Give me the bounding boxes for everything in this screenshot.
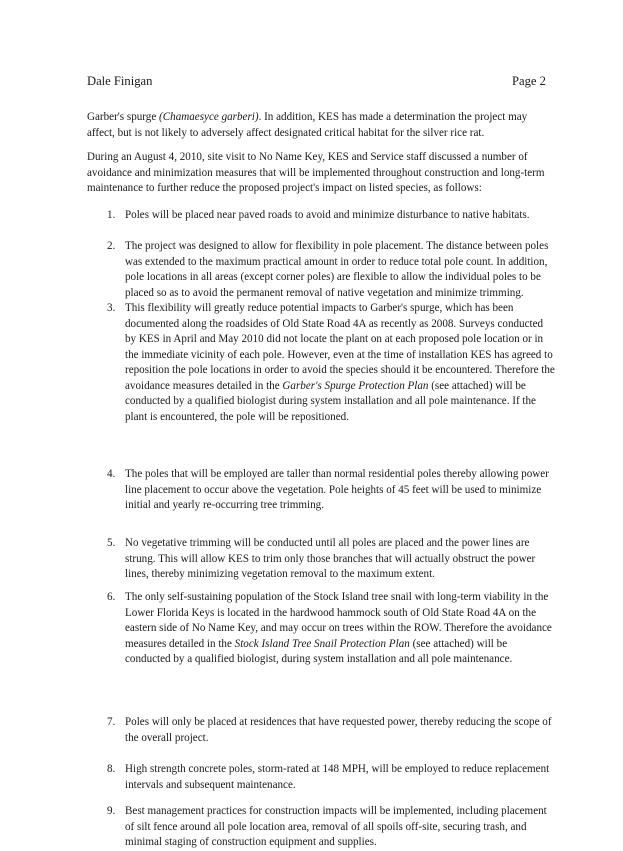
- intro-text-c: . In addition, KES has made a determination the project may affect, but is not likely to adversely affect designated critical habitat for the silver rice rat.: [87, 111, 528, 139]
- item-text-a: This flexibility will greatly reduce potential impacts to Garber's spurge, which has been documented along the roadsides of Old State Road 4A as recently as 2008. Surveys conducted by KES in April and May 2010 did not locate the plant on at each proposed pole location or in the immediate vicinity of each pole. However, even at the time of installation KES has agreed to reposition the pole locations in order to avoid the species should it be encountered. Therefore the avoidance measures detailed in the: [125, 302, 555, 392]
- item-text: High strength concrete poles, storm-rated at 148 MPH, will be employed to reduce replacement intervals and subsequent maintenance.: [125, 763, 550, 791]
- intro-text-a: Garber's spurge: [87, 111, 160, 123]
- item-number: 7.: [107, 716, 116, 728]
- recipient-name: Dale Finigan: [87, 74, 153, 88]
- intro-paragraph: [87, 110, 555, 141]
- item-text-c: (see attached) will be conducted by a qualified biologist, during system installation and all pole maintenance.: [125, 637, 513, 665]
- item-number: 4.: [107, 468, 116, 480]
- item-text-c: (see attached) will be conducted by a qualified biologist during system installation and all pole maintenance. If the plant is encountered, the pole will be repositioned.: [125, 379, 536, 423]
- item-text: Poles will be placed near paved roads to avoid and minimize disturbance to native habitats.: [125, 209, 530, 221]
- item-text: The project was designed to allow for flexibility in pole placement. The distance between poles was extended to the maximum practical amount in order to reduce total pole count. In addition, pole locations in all areas (except corner poles) are flexible to allow the individual poles to be placed so as to avoid the permanent removal of native vegetation and minimize trimming.: [125, 240, 549, 299]
- plan-title: Garber's Spurge Protection Plan: [282, 379, 429, 392]
- item-number: 2.: [107, 240, 116, 252]
- site-visit-paragraph: During an August 4, 2010, site visit to No Name Key, KES and Service staff discussed a number of avoidance and minimization measures that will be implemented throughout construction and long-term maintenance to further reduce the proposed project's impact on listed species, as follows:: [87, 151, 545, 194]
- item-text: No vegetative trimming will be conducted until all poles are placed and the power lines are strung. This will allow KES to trim only those branches that will actually obstruct the power lines, thereby minimizing vegetation removal to the maximum extent.: [125, 537, 536, 580]
- item-text-a: The only self-sustaining population of the Stock Island tree snail with long-term viability in the Lower Florida Keys is located in the hardwood hammock south of Old State Road 4A on the eastern side of No Name Key, and may occur on trees within the ROW. Therefore the avoidance measures detailed in the: [125, 591, 552, 650]
- item-number: 1.: [107, 209, 116, 221]
- item-text: [125, 590, 555, 668]
- species-name: (Chamaesyce garberi): [159, 111, 259, 123]
- item-text: Best management practices for construction impacts will be implemented, including placement of silt fence around all pole location area, removal of all spoils off-site, securing trash, and minimal staging of construction equipment and supplies.: [125, 805, 547, 848]
- plan-title: Stock Island Tree Snail Protection Plan: [234, 637, 410, 650]
- item-text: [125, 301, 555, 425]
- item-number: 6.: [107, 591, 116, 603]
- item-number: 3.: [107, 302, 116, 314]
- item-number: 8.: [107, 763, 116, 775]
- item-number: 9.: [107, 805, 116, 817]
- item-text: The poles that will be employed are taller than normal residential poles thereby allowing power line placement to occur above the vegetation. Pole heights of 45 feet will be used to minimize initial and yearly re-occurring tree trimming.: [125, 468, 549, 511]
- page-number: Page 2: [512, 74, 546, 88]
- item-text: Poles will only be placed at residences that have requested power, thereby reducing the scope of the overall project.: [125, 716, 552, 744]
- item-number: 5.: [107, 537, 116, 549]
